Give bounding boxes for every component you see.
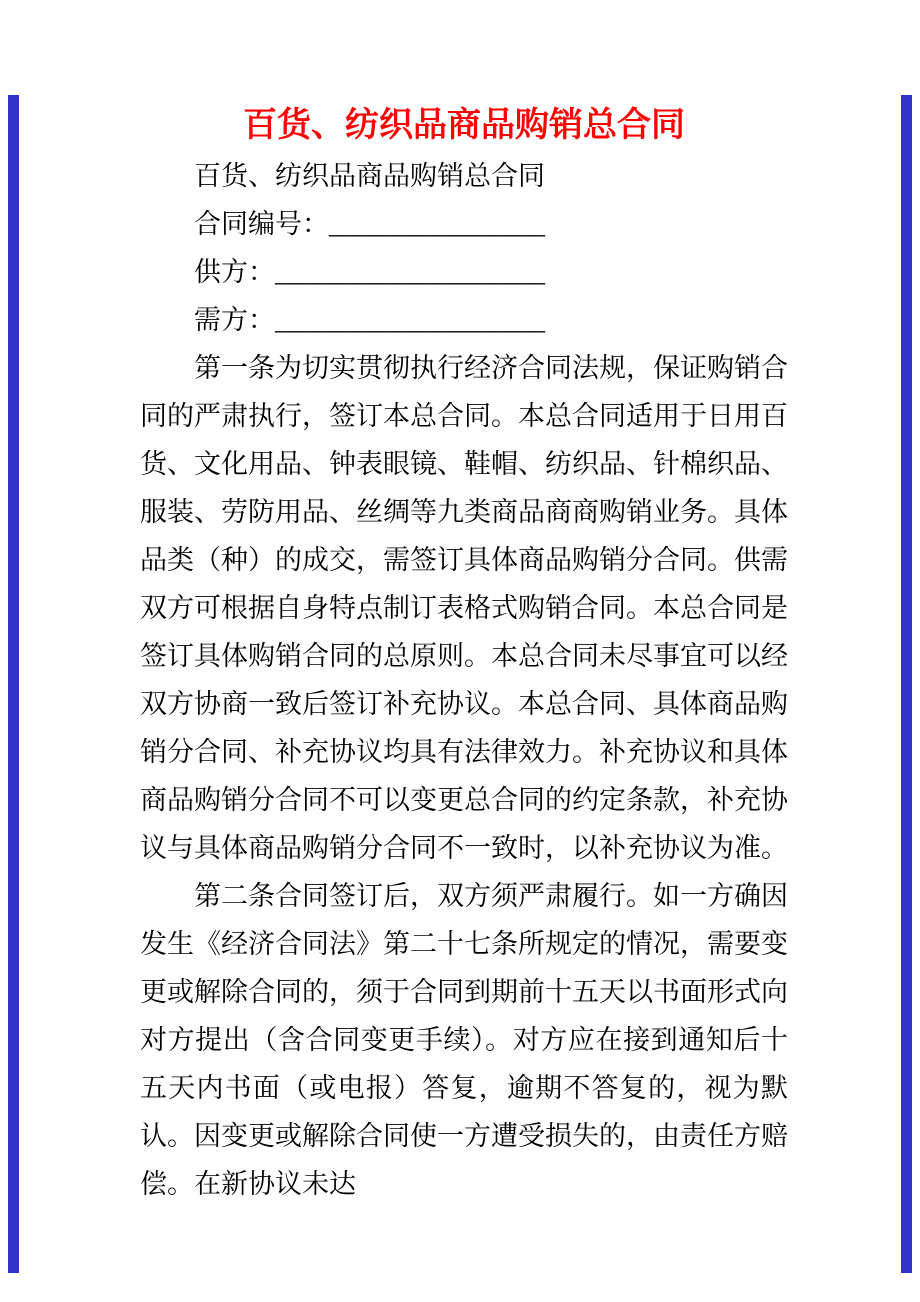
page-title: 百货、纺织品商品购销总合同 [243, 107, 685, 144]
clause-1-paragraph: 第一条为切实贯彻执行经济合同法规，保证购销合同的严肃执行，签订本总合同。本总合同适用于日用百货、文化用品、钟表眼镜、鞋帽、纺织品、针棉织品、服装、劳防用品、丝绸等九类商品商商购销业务。具体品类（种）的成交，需签订具体商品购销分合同。供需双方可根据自身特点制订表格式购销合同。本总合同是签订具体购销合同的总原则。本总合同未尽事宜可以经双方协商一致后签订补充协议。本总合同、具体商品购销分合同、补充协议均具有法律效力。补充协议和具体商品购销分合同不可以变更总合同的约定条款，补充协议与具体商品购销分合同不一致时，以补充协议为准。 [140, 353, 788, 863]
contract-number-line [140, 200, 788, 248]
supplier-label: 供方： [194, 257, 275, 287]
clause-2-paragraph: 第二条合同签订后，双方须严肃履行。如一方确因发生《经济合同法》第二十七条所规定的情况，需要变更或解除合同的，须于合同到期前十五天以书面形式向对方提出（含合同变更手续）。对方应在接到通知后十五天内书面（或电报）答复，逾期不答复的，视为默认。因变更或解除合同使一方遭受损失的，由责任方赔偿。在新协议未达 [140, 881, 788, 1199]
document-subtitle: 百货、纺织品商品购销总合同 [194, 161, 545, 191]
buyer-blank: ____________________ [275, 305, 545, 335]
left-border-bar [8, 95, 19, 1273]
contract-number-label: 合同编号： [194, 209, 329, 239]
right-border-bar [901, 95, 912, 1273]
supplier-line [140, 248, 788, 296]
supplier-blank: ____________________ [275, 257, 545, 287]
buyer-label: 需方： [194, 305, 275, 335]
buyer-line [140, 296, 788, 344]
document-content [140, 100, 788, 1208]
contract-number-blank: ________________ [329, 209, 545, 239]
